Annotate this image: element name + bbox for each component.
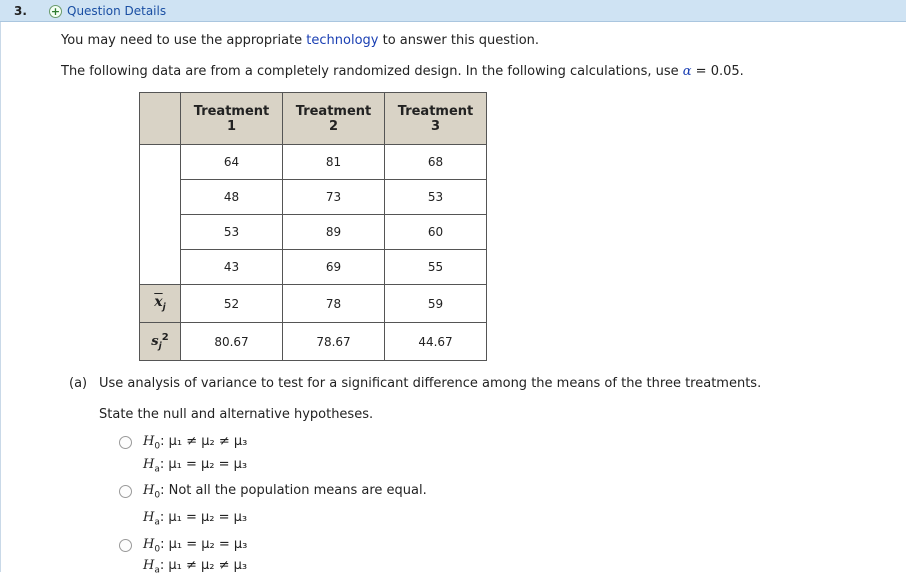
table-cell: 53 (181, 215, 283, 250)
part-a-label: (a) (69, 376, 88, 391)
question-header-bar (0, 0, 906, 22)
technology-link[interactable]: technology (306, 33, 379, 48)
table-cell: 43 (181, 250, 283, 285)
alpha-symbol: α (682, 64, 692, 79)
sample-mean-label: $\overline{x}_j$ (140, 285, 181, 323)
header-treatment-1 (181, 93, 283, 145)
header-treatment-2 (283, 93, 385, 145)
sample-variance-label: $s_j^2$ (140, 323, 181, 361)
table-row (140, 215, 487, 250)
table-cell: 60 (385, 215, 487, 250)
variance-cell: 80.67 (181, 323, 283, 361)
row-label-blank (140, 145, 181, 285)
expand-plus-icon[interactable]: + (50, 4, 61, 18)
header-treatment-3 (385, 93, 487, 145)
hypothesis-option-2-radio[interactable] (119, 485, 132, 498)
option-2-ha-text: : μ₁ = μ₂ = μ₃ (159, 510, 248, 525)
option-1-h0-text: : μ₁ ≠ μ₂ ≠ μ₃ (160, 434, 248, 449)
variance-cell: 44.67 (385, 323, 487, 361)
option-2-h0-text: : Not all the population means are equal. (160, 483, 427, 498)
header-line2: 2 (328, 118, 339, 134)
option-1-ha-text: : μ₁ = μ₂ = μ₃ (159, 457, 248, 472)
variance-row (140, 323, 487, 361)
intro-text (61, 33, 539, 48)
table-cell: 64 (181, 145, 283, 180)
question-number: 3. (14, 4, 27, 18)
header-line2: 3 (430, 118, 441, 134)
table-corner-cell (140, 93, 181, 145)
header-line1: Treatment (295, 103, 372, 119)
header-line1: Treatment (193, 103, 270, 119)
alpha-value: = 0.05. (691, 64, 744, 79)
table-cell: 81 (283, 145, 385, 180)
table-cell: 68 (385, 145, 487, 180)
left-border (0, 22, 1, 572)
question-details-label[interactable]: Question Details (67, 4, 167, 18)
option-3-ha: $H_a$: μ₁ ≠ μ₂ ≠ μ₃ (143, 558, 248, 576)
question-details-toggle[interactable] (49, 2, 166, 20)
mean-cell: 78 (283, 285, 385, 323)
table-cell: 55 (385, 250, 487, 285)
table-cell: 73 (283, 180, 385, 215)
variance-cell: 78.67 (283, 323, 385, 361)
design-text-body: The following data are from a completely randomized design. In the following calculations, use (61, 64, 683, 79)
data-table (139, 92, 487, 361)
table-row (140, 180, 487, 215)
header-line1: Treatment (397, 103, 474, 119)
table-cell: 69 (283, 250, 385, 285)
table-row (140, 145, 487, 180)
option-3-ha-text: : μ₁ ≠ μ₂ ≠ μ₃ (159, 558, 248, 573)
mean-cell: 59 (385, 285, 487, 323)
state-hypotheses-text: State the null and alternative hypotheses. (99, 407, 374, 422)
mean-row (140, 285, 487, 323)
option-2-h0: $H_0$: Not all the population means are equal. (143, 483, 427, 501)
table-header-row (140, 93, 487, 145)
mean-cell: 52 (181, 285, 283, 323)
option-1-h0: $H_0$: μ₁ ≠ μ₂ ≠ μ₃ (143, 434, 248, 452)
table-row (140, 250, 487, 285)
intro-after-link: to answer this question. (378, 33, 540, 48)
intro-before-link: You may need to use the appropriate (61, 33, 307, 48)
option-1-ha: $H_a$: μ₁ = μ₂ = μ₃ (143, 457, 248, 475)
table-cell: 53 (385, 180, 487, 215)
option-2-ha: $H_a$: μ₁ = μ₂ = μ₃ (143, 510, 248, 528)
option-3-h0: $H_0$: μ₁ = μ₂ = μ₃ (143, 537, 248, 555)
part-a-text: Use analysis of variance to test for a significant difference among the means of the three treatments. (99, 376, 762, 391)
design-text (61, 64, 744, 79)
table-cell: 48 (181, 180, 283, 215)
hypothesis-option-3-radio[interactable] (119, 539, 132, 552)
header-line2: 1 (226, 118, 237, 134)
hypothesis-option-1-radio[interactable] (119, 436, 132, 449)
option-3-h0-text: : μ₁ = μ₂ = μ₃ (160, 537, 248, 552)
table-cell: 89 (283, 215, 385, 250)
